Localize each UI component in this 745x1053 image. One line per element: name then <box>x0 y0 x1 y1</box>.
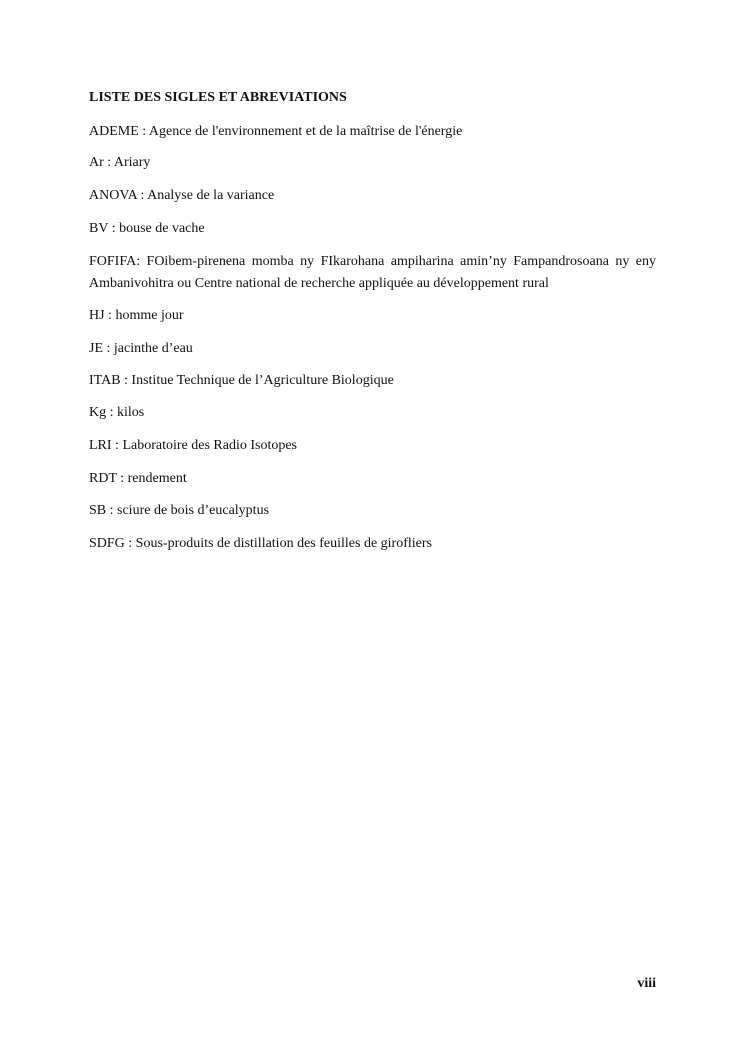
abbreviation-entry-rdt: RDT : rendement <box>89 471 187 486</box>
abbreviation-entry-anova: ANOVA : Analyse de la variance <box>89 188 275 203</box>
abbreviation-entry-itab: ITAB : Institue Technique de l’Agriculture Biologique <box>89 373 394 388</box>
abbreviation-entry-kg: Kg : kilos <box>89 405 145 420</box>
abbreviation-entry-je: JE : jacinthe d’eau <box>89 341 193 356</box>
abbreviation-entry-bv: BV : bouse de vache <box>89 221 205 236</box>
page-title: LISTE DES SIGLES ET ABREVIATIONS <box>89 90 347 105</box>
abbreviation-entry-fofifa: FOFIFA: FOibem-pirenena momba ny FIkarohana ampiharina amin’ny Fampandrosoana ny eny Ambanivohitra ou Centre national de recherche appliquée au développement rural <box>89 254 656 291</box>
page-number: viii <box>637 976 656 991</box>
abbreviation-entry-lri: LRI : Laboratoire des Radio Isotopes <box>89 438 298 453</box>
abbreviation-entry-sdfg: SDFG : Sous-produits de distillation des feuilles de girofliers <box>89 536 432 551</box>
abbreviation-entry-hj: HJ : homme jour <box>89 308 184 323</box>
abbreviation-entry-ar: Ar : Ariary <box>89 155 151 170</box>
abbreviation-entry-sb: SB : sciure de bois d’eucalyptus <box>89 503 270 518</box>
abbreviation-entry-ademe: ADEME : Agence de l'environnement et de la maîtrise de l'énergie <box>89 124 463 139</box>
